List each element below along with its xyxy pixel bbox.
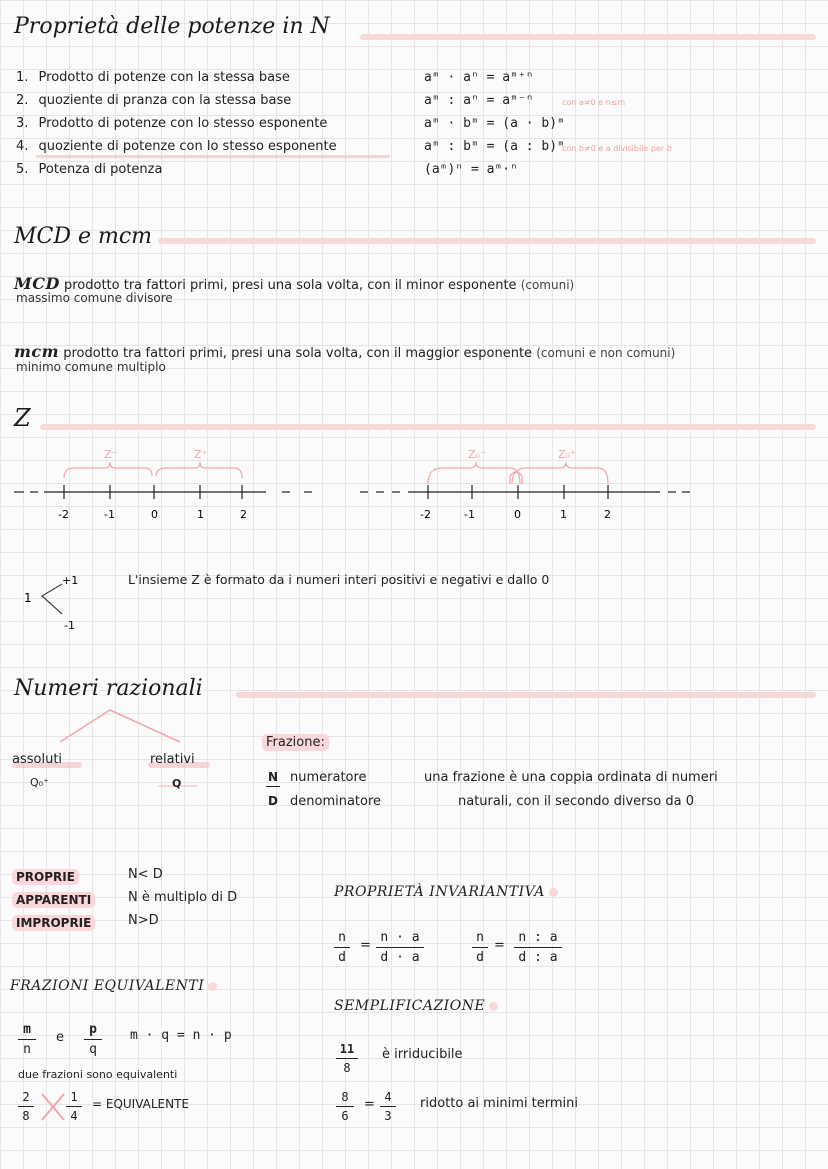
mcd-definition: MCD prodotto tra fattori primi, presi una sola volta, con il minor esponente (comuni) xyxy=(14,274,575,293)
brace-z-minus xyxy=(64,462,152,478)
denominator-label: denominatore xyxy=(290,794,382,809)
n-letter: N xyxy=(268,770,279,784)
z-minus-label: Z⁻ xyxy=(104,448,118,461)
cross-product-rule: m · q = n · p xyxy=(130,1028,232,1043)
fraction: m n xyxy=(18,1022,36,1057)
one-label: 1 xyxy=(24,591,32,605)
title-underline xyxy=(40,424,816,430)
z0-plus-label: Z₀⁺ xyxy=(558,448,576,461)
fraction: n · a d · a xyxy=(376,930,424,965)
formula: (aᵐ)ⁿ = aᵐ·ⁿ xyxy=(424,162,518,177)
fraction-definition-1: una frazione è una coppia ordinata di numeri xyxy=(424,770,718,785)
d-letter: D xyxy=(268,794,278,808)
fraction: 1 4 xyxy=(66,1090,82,1123)
fraction-definition-2: naturali, con il secondo diverso da 0 xyxy=(458,794,694,809)
mcm-subtitle: minimo comune multiplo xyxy=(16,360,166,374)
tick-label: -1 xyxy=(464,508,475,521)
invariant-title: PROPRIETÀ INVARIANTIVA xyxy=(334,884,558,900)
tick-label: -2 xyxy=(58,508,69,521)
title-underline xyxy=(236,692,816,698)
tick-label: 2 xyxy=(240,508,247,521)
z0-minus-label: Z₀⁻ xyxy=(468,448,486,461)
equivalent-caption: due frazioni sono equivalenti xyxy=(18,1068,178,1081)
section-title-z: Z xyxy=(14,404,31,432)
fraction: n d xyxy=(334,930,350,965)
type-apparenti: APPARENTI xyxy=(12,889,95,908)
mcd-subtitle: massimo comune divisore xyxy=(16,291,173,305)
fraction: 4 3 xyxy=(380,1090,396,1123)
equals-sign: = xyxy=(364,1097,375,1112)
title-underline xyxy=(360,34,816,40)
equals-sign: = xyxy=(494,938,505,953)
number-line-z0 xyxy=(350,440,695,530)
list-item: 1. Prodotto di potenze con la stessa base xyxy=(16,70,290,85)
bullet-dot xyxy=(549,888,558,897)
type-proprie: PROPRIE xyxy=(12,866,79,885)
equivalent-title: FRAZIONI EQUIVALENTI xyxy=(10,978,217,994)
rational-branch-arrows xyxy=(50,704,200,744)
list-item: 3. Prodotto di potenze con lo stesso esponente xyxy=(16,116,328,131)
branch-lines xyxy=(42,584,62,614)
formula: aᵐ : bᵐ = (a : b)ᵐ xyxy=(424,139,565,154)
list-item: 5. Potenza di potenza xyxy=(16,162,163,177)
tick-label: -1 xyxy=(104,508,115,521)
tick-label: -2 xyxy=(420,508,431,521)
brace-z-plus xyxy=(156,462,242,478)
type-rule: N< D xyxy=(128,867,163,882)
list-item: 4. quoziente di potenze con lo stesso esponente xyxy=(16,139,337,154)
z-plus-label: Z⁺ xyxy=(194,448,208,461)
equivalent-result: = EQUIVALENTE xyxy=(92,1097,190,1111)
fraction: n : a d : a xyxy=(514,930,562,965)
plus-one-label: +1 xyxy=(62,574,79,587)
simplification-title: SEMPLIFICAZIONE xyxy=(334,998,498,1014)
tick-label: 0 xyxy=(151,508,158,521)
number-line-z xyxy=(0,440,330,530)
title-underline xyxy=(158,238,816,244)
brace-z0-minus xyxy=(428,462,520,484)
side-note: con b≠0 e a divisibile per b xyxy=(562,144,672,153)
tick-label: 0 xyxy=(514,508,521,521)
type-rule: N>D xyxy=(128,913,159,928)
bullet-dot xyxy=(208,982,217,991)
tick-label: 1 xyxy=(560,508,567,521)
formula: aᵐ · aⁿ = aᵐ⁺ⁿ xyxy=(424,70,534,85)
brace-z0-plus xyxy=(512,462,608,484)
absolute-symbol: Q₀⁺ xyxy=(30,776,49,789)
irreducible-label: è irriducibile xyxy=(382,1047,463,1062)
and-label: e xyxy=(56,1030,64,1045)
mcm-definition: mcm prodotto tra fattori primi, presi una sola volta, con il maggior esponente (comuni e non comuni) xyxy=(14,342,676,361)
side-note: con a≠0 e n≤m xyxy=(562,98,626,107)
section-title-mcd: MCD e mcm xyxy=(14,224,153,249)
branch-arrow xyxy=(60,710,180,742)
type-rule: N è multiplo di D xyxy=(128,890,238,905)
z-description: L'insieme Z è formato da i numeri interi positivi e negativi e dallo 0 xyxy=(128,572,550,587)
fraction: 11 8 xyxy=(336,1042,358,1075)
list-item: 2. quoziente di pranza con la stessa base xyxy=(16,93,292,108)
minus-one-label: -1 xyxy=(64,619,75,632)
type-improprie: IMPROPRIE xyxy=(12,912,95,931)
equals-sign: = xyxy=(360,938,371,953)
fraction: 2 8 xyxy=(18,1090,34,1123)
tick-label: 2 xyxy=(604,508,611,521)
fraction: 8 6 xyxy=(336,1090,354,1123)
relative-symbol: Q xyxy=(172,777,182,790)
reduced-label: ridotto ai minimi termini xyxy=(420,1096,579,1111)
fraction: p q xyxy=(84,1022,102,1057)
tick-label: 1 xyxy=(197,508,204,521)
fraction: n d xyxy=(472,930,488,965)
unit-branch-diagram xyxy=(14,566,104,636)
relative-label: relativi xyxy=(150,752,195,767)
fraction-bar xyxy=(266,786,280,787)
absolute-label: assoluti xyxy=(12,752,63,767)
numerator-label: numeratore xyxy=(290,770,367,785)
fraction-title: Frazione: xyxy=(262,731,329,750)
section-title-razionali: Numeri razionali xyxy=(14,676,203,701)
section-title-potenze: Proprietà delle potenze in N xyxy=(14,14,330,39)
cross-multiply-icon xyxy=(38,1090,68,1124)
formula: aᵐ · bᵐ = (a · b)ᵐ xyxy=(424,116,565,131)
highlight xyxy=(36,155,390,158)
bullet-dot xyxy=(489,1002,498,1011)
formula: aᵐ : aⁿ = aᵐ⁻ⁿ xyxy=(424,93,534,108)
